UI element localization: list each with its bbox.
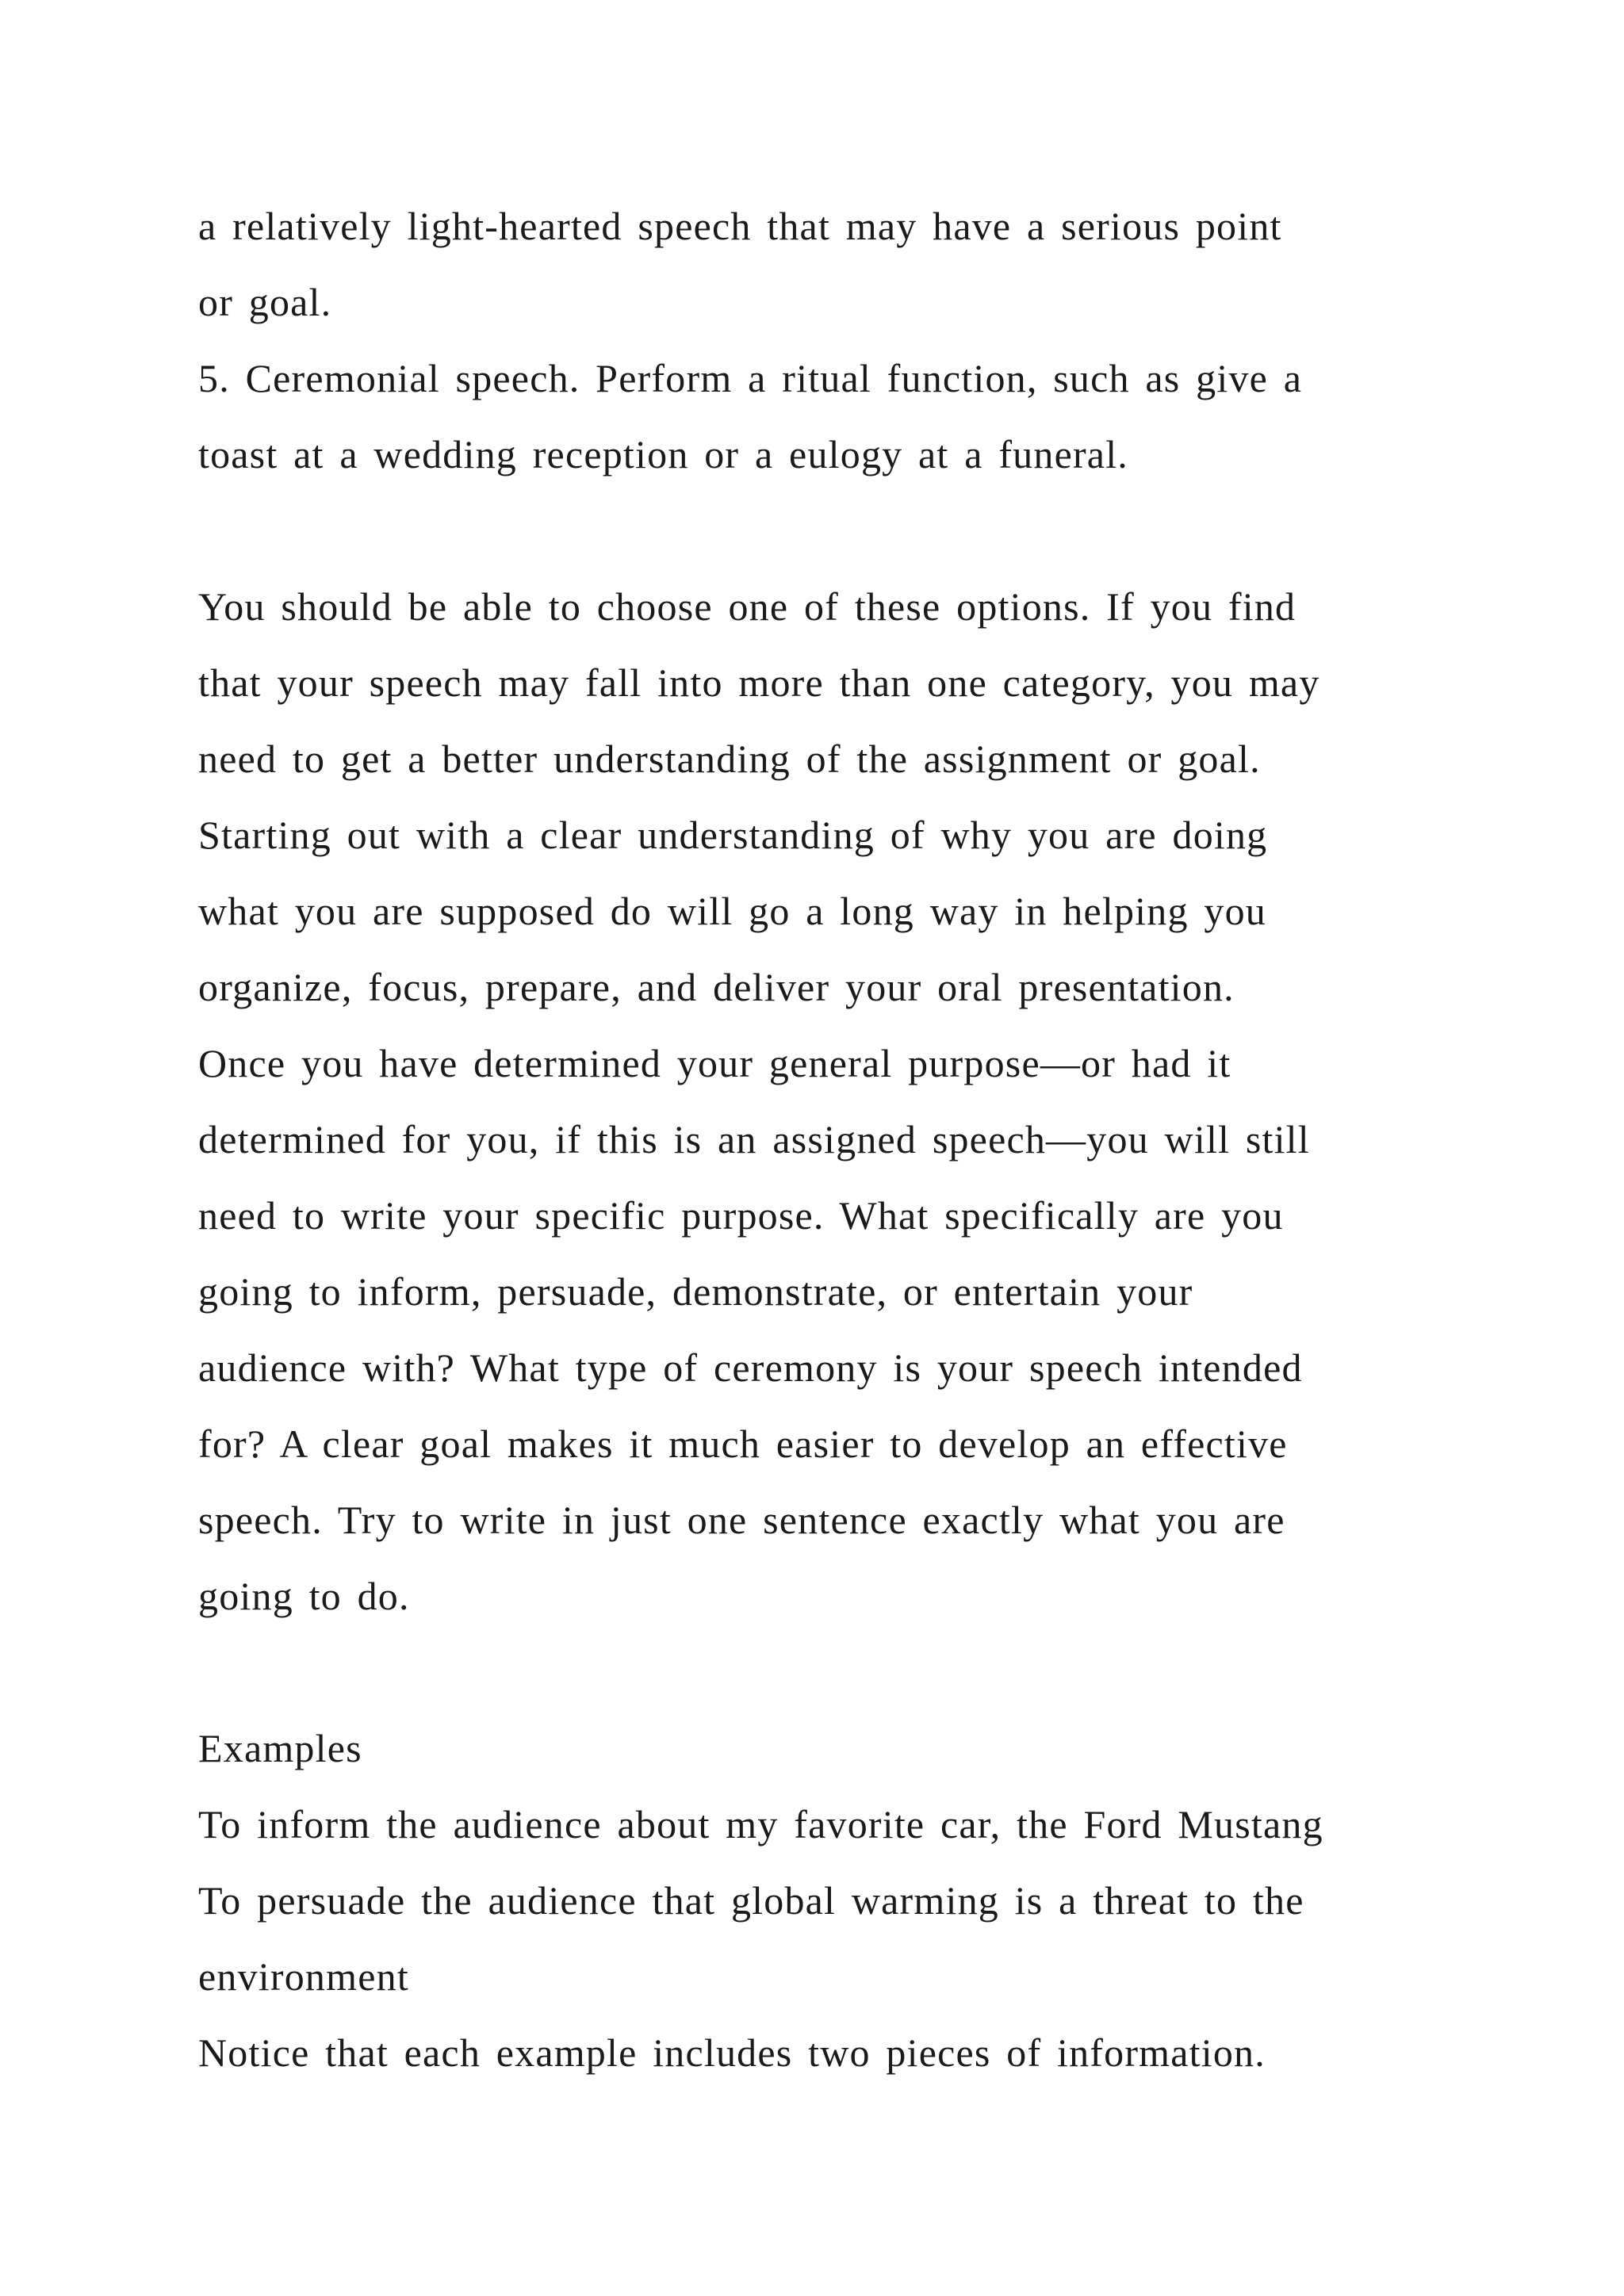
text-line: To inform the audience about my favorite car, the Ford Mustang (198, 1802, 1323, 1846)
text-line: organize, focus, prepare, and deliver your oral presentation. (198, 965, 1235, 1009)
text-line: need to get a better understanding of the assignment or goal. (198, 737, 1261, 781)
text-line: going to do. (198, 1574, 410, 1618)
text-line: To persuade the audience that global warming is a threat to the (198, 1878, 1304, 1923)
text-line: audience with? What type of ceremony is your speech intended (198, 1345, 1303, 1390)
examples-heading: Examples (198, 1726, 362, 1770)
body-text (198, 188, 1546, 2091)
text-line: that your speech may fall into more than one category, you may (198, 660, 1320, 705)
text-line: speech. Try to write in just one sentence exactly what you are (198, 1498, 1285, 1542)
text-line: determined for you, if this is an assigned speech—you will still (198, 1117, 1310, 1161)
text-line: You should be able to choose one of these options. If you find (198, 584, 1297, 629)
text-line: environment (198, 1954, 409, 1999)
text-line: Notice that each example includes two pieces of information. (198, 2030, 1266, 2075)
text-line: need to write your specific purpose. What specifically are you (198, 1193, 1284, 1238)
text-line: what you are supposed do will go a long way in helping you (198, 889, 1266, 933)
text-line: Once you have determined your general purpose—or had it (198, 1041, 1231, 1085)
text-line: Starting out with a clear understanding of why you are doing (198, 813, 1268, 857)
paragraph-gap (198, 1634, 1546, 1710)
text-line: a relatively light-hearted speech that may have a serious point (198, 204, 1282, 248)
text-line: toast at a wedding reception or a eulogy at a funeral. (198, 432, 1128, 476)
text-line: or goal. (198, 280, 332, 324)
text-line: for? A clear goal makes it much easier to develop an effective (198, 1422, 1288, 1466)
text-line: 5. Ceremonial speech. Perform a ritual function, such as give a (198, 356, 1303, 400)
paragraph-gap (198, 492, 1546, 568)
text-line: going to inform, persuade, demonstrate, or entertain your (198, 1269, 1193, 1314)
